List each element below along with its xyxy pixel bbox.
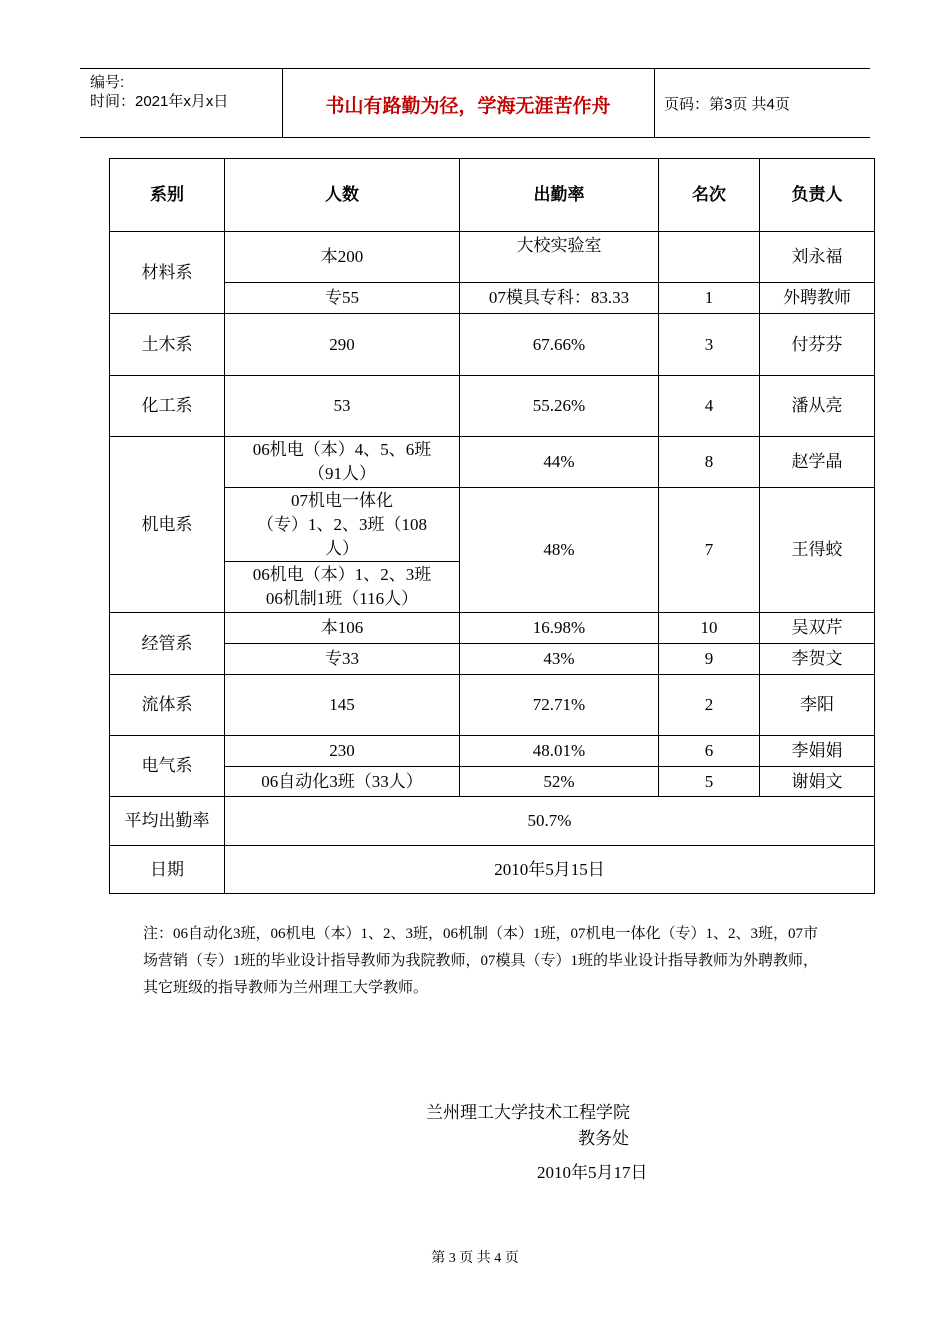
rate-cell: 67.66% (460, 314, 659, 376)
lead-cell: 外聘教师 (760, 283, 875, 314)
lead-cell: 潘从亮 (760, 376, 875, 437)
table-row (110, 767, 875, 797)
rate-cell: 43% (460, 644, 659, 675)
signature-office: 教务处 (578, 1129, 629, 1148)
rate-cell: 48% (460, 488, 659, 613)
date-value-cell: 2010年5月15日 (225, 846, 875, 894)
rank-cell: 6 (659, 736, 760, 767)
dept-cell: 电气系 (110, 736, 225, 797)
table-row (110, 797, 875, 846)
rank-cell: 7 (659, 488, 760, 613)
count-cell: 专33 (225, 644, 460, 675)
count-cell: 专55 (225, 283, 460, 314)
rank-cell: 8 (659, 437, 760, 488)
rate-cell: 72.71% (460, 675, 659, 736)
count-cell: 06机电（本）4、5、6班 （91人） (225, 437, 460, 488)
count-cell: 53 (225, 376, 460, 437)
table-row (110, 437, 875, 488)
dept-cell: 机电系 (110, 437, 225, 613)
table-row (110, 613, 875, 644)
header-motto: 书山有路勤为径，学海无涯苦作舟 (325, 95, 611, 117)
table-row (110, 376, 875, 437)
lead-cell: 赵学晶 (760, 437, 875, 488)
dept-cell: 经管系 (110, 613, 225, 675)
header-divider (654, 69, 655, 137)
table-row (110, 283, 875, 314)
col-header-count: 人数 (225, 159, 460, 232)
avg-label-cell: 平均出勤率 (110, 797, 225, 846)
signature-org: 兰州理工大学技术工程学院 (426, 1103, 630, 1122)
table-row (110, 846, 875, 894)
rank-cell: 3 (659, 314, 760, 376)
table-header-row (110, 159, 875, 232)
page-header (80, 68, 870, 138)
table-row (110, 675, 875, 736)
rank-cell: 9 (659, 644, 760, 675)
table-row (110, 736, 875, 767)
time-label: 时间：2021年x月x日 (90, 93, 229, 110)
rank-cell: 10 (659, 613, 760, 644)
lead-cell: 谢娟文 (760, 767, 875, 797)
serial-label: 编号: (90, 74, 125, 91)
date-label-cell: 日期 (110, 846, 225, 894)
col-header-rate: 出勤率 (460, 159, 659, 232)
count-cell: 06自动化3班（33人） (225, 767, 460, 797)
lead-cell: 付芬芬 (760, 314, 875, 376)
table-row (110, 488, 875, 562)
count-cell: 290 (225, 314, 460, 376)
count-cell: 本200 (225, 232, 460, 283)
rate-cell: 大校实验室 (460, 232, 659, 283)
lead-cell: 李娟娟 (760, 736, 875, 767)
dept-cell: 化工系 (110, 376, 225, 437)
lead-cell: 李阳 (760, 675, 875, 736)
table-row (110, 314, 875, 376)
count-cell: 07机电一体化 （专）1、2、3班（108 人） (225, 488, 460, 562)
dept-cell: 流体系 (110, 675, 225, 736)
count-cell: 230 (225, 736, 460, 767)
dept-cell: 材料系 (110, 232, 225, 314)
dept-cell: 土木系 (110, 314, 225, 376)
rank-cell: 4 (659, 376, 760, 437)
lead-cell: 刘永福 (760, 232, 875, 283)
rate-cell: 44% (460, 437, 659, 488)
lead-cell: 王得蛟 (760, 488, 875, 613)
table-row (110, 232, 875, 283)
header-meta (90, 73, 228, 111)
col-header-dept: 系别 (110, 159, 225, 232)
footnote: 注：06自动化3班，06机电（本）1、2、3班，06机制（本）1班，07机电一体化（专）1、2、3班，07市场营销（专）1班的毕业设计指导教师为我院教师，07模具（专）1班的毕业设计指导教师为外聘教师，其它班级的指导教师为兰州理工大学教师。 (143, 926, 819, 996)
table-row (110, 644, 875, 675)
count-cell: 145 (225, 675, 460, 736)
lead-cell: 李贺文 (760, 644, 875, 675)
rank-cell: 5 (659, 767, 760, 797)
page-footer: 第 3 页 共 4 页 (431, 1251, 519, 1266)
rank-cell: 2 (659, 675, 760, 736)
header-page-label: 页码：第3页 共4页 (664, 96, 790, 113)
rate-cell: 07模具专科：83.33 (460, 283, 659, 314)
rank-cell (659, 232, 760, 283)
lead-cell: 吴双芹 (760, 613, 875, 644)
signature-date: 2010年5月17日 (537, 1163, 648, 1182)
count-cell: 本106 (225, 613, 460, 644)
rate-cell: 48.01% (460, 736, 659, 767)
rate-cell: 55.26% (460, 376, 659, 437)
rank-cell: 1 (659, 283, 760, 314)
col-header-rank: 名次 (659, 159, 760, 232)
avg-value-cell: 50.7% (225, 797, 875, 846)
attendance-table (109, 158, 875, 894)
col-header-lead: 负责人 (760, 159, 875, 232)
count-cell: 06机电（本）1、2、3班 06机制1班（116人） (225, 562, 460, 613)
rate-cell: 52% (460, 767, 659, 797)
rate-cell: 16.98% (460, 613, 659, 644)
